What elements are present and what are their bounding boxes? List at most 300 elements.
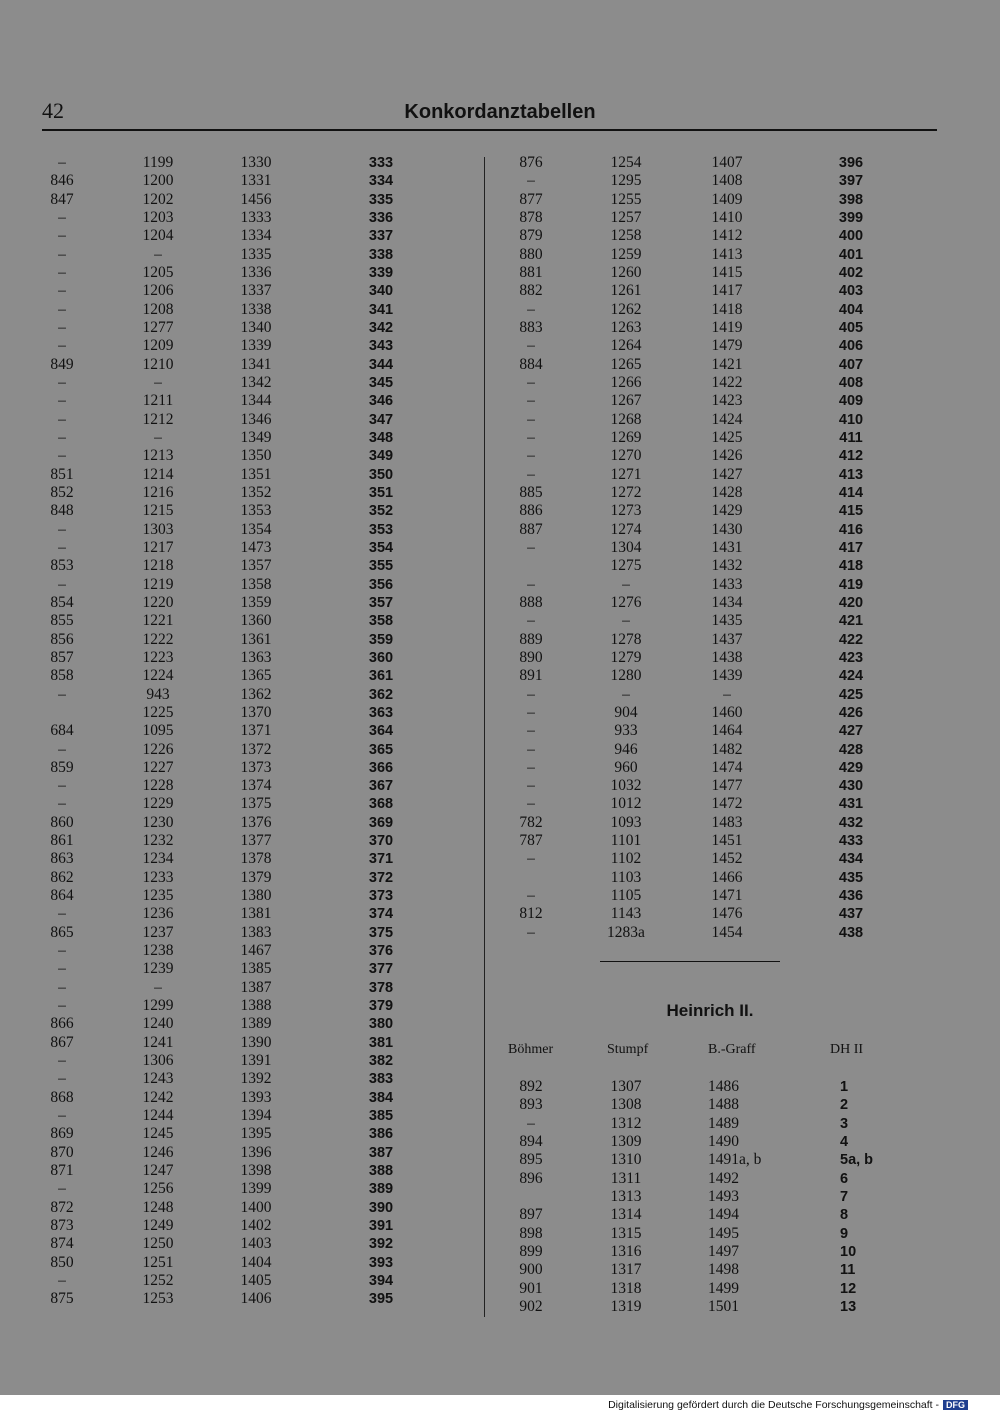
table-cell: – xyxy=(58,1052,66,1070)
table-cell: 1308 xyxy=(610,1096,642,1114)
table-cell: – xyxy=(58,392,66,410)
table-cell: 426 xyxy=(838,704,864,721)
table-cell: 378 xyxy=(368,979,394,996)
table-cell: 1360 xyxy=(240,612,272,630)
table-cell: 904 xyxy=(614,703,638,721)
table-cell: – xyxy=(58,905,66,923)
table-cell: 1232 xyxy=(142,832,174,850)
table-cell: 357 xyxy=(368,594,394,611)
table-cell: – xyxy=(527,887,535,905)
table-cell: 851 xyxy=(50,465,74,483)
table-cell: 391 xyxy=(368,1218,394,1235)
table-cell: 1471 xyxy=(711,887,743,905)
table-cell: 372 xyxy=(368,869,394,886)
table-cell: 1260 xyxy=(610,263,642,281)
table-cell: 1279 xyxy=(610,648,642,666)
table-cell: 1032 xyxy=(610,777,642,795)
table-cell: 901 xyxy=(519,1279,543,1297)
table-cell: – xyxy=(527,740,535,758)
table-cell: 1489 xyxy=(708,1114,739,1132)
table-cell: – xyxy=(527,923,535,941)
table-cell: 892 xyxy=(519,1078,543,1095)
section-col-3 xyxy=(708,1078,788,1316)
table-cell: 1333 xyxy=(240,208,272,226)
table-cell: – xyxy=(58,373,66,391)
table-cell: 425 xyxy=(838,686,864,703)
table-cell: 1417 xyxy=(711,282,743,300)
table-cell: – xyxy=(527,850,535,868)
table-cell: – xyxy=(58,227,66,245)
table-cell: 782 xyxy=(519,813,543,831)
table-cell: 1412 xyxy=(711,227,743,245)
table-cell: – xyxy=(527,465,535,483)
table-cell: – xyxy=(622,685,630,703)
table-cell: 417 xyxy=(838,539,864,556)
table-cell: 875 xyxy=(50,1290,74,1308)
table-cell: 1093 xyxy=(610,813,642,831)
table-cell: 1318 xyxy=(610,1279,642,1297)
table-cell: 423 xyxy=(838,649,864,666)
table-cell: 1241 xyxy=(142,1033,174,1051)
table-cell: – xyxy=(527,758,535,776)
table-cell: 1221 xyxy=(142,612,174,630)
table-cell: 398 xyxy=(838,191,864,208)
table-cell: 344 xyxy=(368,356,394,373)
table-cell: 353 xyxy=(368,521,394,538)
table-cell: 1424 xyxy=(711,410,743,428)
table-cell: 1399 xyxy=(240,1180,272,1198)
table-cell: 884 xyxy=(519,355,543,373)
table-cell: 431 xyxy=(838,796,864,813)
table-cell: 1398 xyxy=(240,1162,272,1180)
table-cell: – xyxy=(622,612,630,630)
table-cell: 1312 xyxy=(610,1114,642,1132)
table-cell: 877 xyxy=(519,190,543,208)
table-cell: 899 xyxy=(519,1242,543,1260)
table-cell: 395 xyxy=(368,1291,394,1308)
table-cell: 1473 xyxy=(240,538,272,556)
table-cell: 406 xyxy=(838,338,864,355)
table-cell: 1385 xyxy=(240,960,272,978)
table-cell: 1381 xyxy=(240,905,272,923)
table-cell: 946 xyxy=(614,740,638,758)
table-cell: 1353 xyxy=(240,502,272,520)
table-cell: – xyxy=(527,392,535,410)
table-cell: 1437 xyxy=(711,630,743,648)
table-cell: 1357 xyxy=(240,557,272,575)
table-cell: 1339 xyxy=(240,337,272,355)
table-cell: 1237 xyxy=(142,923,174,941)
table-cell: – xyxy=(58,447,66,465)
table-cell: 1492 xyxy=(708,1169,739,1187)
table-cell: 849 xyxy=(50,355,74,373)
table-cell: 7 xyxy=(840,1188,849,1205)
table-cell: 1435 xyxy=(711,612,743,630)
table-cell: 1224 xyxy=(142,667,174,685)
table-cell: 1425 xyxy=(711,428,743,446)
table-cell: 374 xyxy=(368,906,394,923)
table-cell: 359 xyxy=(368,631,394,648)
table-cell: 381 xyxy=(368,1034,394,1051)
table-cell: 432 xyxy=(838,814,864,831)
table-cell: 438 xyxy=(838,924,864,941)
table-cell: 1253 xyxy=(142,1290,174,1308)
table-cell: 388 xyxy=(368,1163,394,1180)
table-cell: 846 xyxy=(50,172,74,190)
table-cell: 1501 xyxy=(708,1297,739,1315)
table-cell: 1456 xyxy=(240,190,272,208)
table-cell: 1370 xyxy=(240,703,272,721)
table-cell: 1415 xyxy=(711,263,743,281)
table-cell: 1336 xyxy=(240,263,272,281)
table-cell: 1259 xyxy=(610,245,642,263)
footer xyxy=(608,1399,968,1411)
table-cell: 1246 xyxy=(142,1143,174,1161)
table-cell: 414 xyxy=(838,484,864,501)
table-cell: 1352 xyxy=(240,483,272,501)
table-cell: 1256 xyxy=(142,1180,174,1198)
table-cell: 1405 xyxy=(240,1272,272,1290)
table-cell: 1223 xyxy=(142,648,174,666)
table-cell: – xyxy=(527,685,535,703)
table-cell: 1493 xyxy=(708,1187,739,1205)
section-col-2 xyxy=(600,1078,652,1316)
table-cell: 902 xyxy=(519,1297,543,1315)
table-cell: 887 xyxy=(519,520,543,538)
table-cell xyxy=(42,704,82,722)
table-cell: 1409 xyxy=(711,190,743,208)
table-cell: 1263 xyxy=(610,318,642,336)
table-cell: 1404 xyxy=(240,1253,272,1271)
table-cell: 380 xyxy=(368,1016,394,1033)
table-cell: 5a, b xyxy=(840,1152,874,1169)
table-cell: 12 xyxy=(840,1280,857,1297)
table-cell: 1012 xyxy=(610,795,642,813)
table-cell: 1143 xyxy=(610,905,642,923)
table-cell: 1299 xyxy=(142,997,174,1015)
table-cell: 1350 xyxy=(240,447,272,465)
table-cell: 386 xyxy=(368,1126,394,1143)
table-cell: 1488 xyxy=(708,1096,739,1114)
right-col-1 xyxy=(510,154,552,942)
table-cell: 1337 xyxy=(240,282,272,300)
table-cell: – xyxy=(58,1070,66,1088)
table-cell: 1341 xyxy=(240,355,272,373)
table-cell: 1361 xyxy=(240,630,272,648)
table-cell: 348 xyxy=(368,429,394,446)
table-cell xyxy=(510,869,552,887)
table-cell: 1203 xyxy=(142,208,174,226)
table-cell: 1209 xyxy=(142,337,174,355)
table-cell: 1265 xyxy=(610,355,642,373)
table-cell: 1316 xyxy=(610,1242,642,1260)
table-cell: 333 xyxy=(368,155,394,171)
table-cell: 1390 xyxy=(240,1033,272,1051)
table-cell: 1254 xyxy=(610,154,642,171)
table-cell: 1476 xyxy=(711,905,743,923)
table-cell: 1214 xyxy=(142,465,174,483)
table-cell: 334 xyxy=(368,173,394,190)
table-cell: – xyxy=(154,428,162,446)
table-cell: 1277 xyxy=(142,318,174,336)
table-cell: 1486 xyxy=(708,1078,739,1095)
table-cell: 890 xyxy=(519,648,543,666)
table-cell: 389 xyxy=(368,1181,394,1198)
table-cell: 856 xyxy=(50,630,74,648)
table-cell: 1494 xyxy=(708,1206,739,1224)
table-cell: 335 xyxy=(368,191,394,208)
table-cell: 1261 xyxy=(610,282,642,300)
table-cell: 424 xyxy=(838,668,864,685)
table-cell: 1248 xyxy=(142,1198,174,1216)
table-cell: 354 xyxy=(368,539,394,556)
table-cell: 888 xyxy=(519,593,543,611)
left-col-2 xyxy=(134,154,182,1309)
table-cell: 1267 xyxy=(610,392,642,410)
table-cell: 347 xyxy=(368,411,394,428)
table-cell: 393 xyxy=(368,1254,394,1271)
table-cell: 855 xyxy=(50,612,74,630)
page-number: 42 xyxy=(42,98,64,123)
table-cell: 1219 xyxy=(142,575,174,593)
table-cell: 1247 xyxy=(142,1162,174,1180)
left-col-1 xyxy=(42,154,82,1309)
table-cell: 1235 xyxy=(142,887,174,905)
table-cell: 422 xyxy=(838,631,864,648)
table-cell: 1422 xyxy=(711,373,743,391)
table-cell: 850 xyxy=(50,1253,74,1271)
table-cell: 356 xyxy=(368,576,394,593)
table-cell: 1374 xyxy=(240,777,272,795)
table-cell: 387 xyxy=(368,1144,394,1161)
table-cell: 352 xyxy=(368,503,394,520)
table-cell: 1266 xyxy=(610,373,642,391)
table-cell: 8 xyxy=(840,1207,849,1224)
table-cell: 342 xyxy=(368,319,394,336)
table-cell: 397 xyxy=(838,173,864,190)
table-cell: – xyxy=(58,337,66,355)
table-cell: 350 xyxy=(368,466,394,483)
section-title: Heinrich II. xyxy=(666,1001,754,1020)
table-cell: 399 xyxy=(838,209,864,226)
table-cell: 1205 xyxy=(142,263,174,281)
table-cell: 1236 xyxy=(142,905,174,923)
header-dh-ii: DH II xyxy=(830,1042,864,1057)
table-cell: 867 xyxy=(50,1033,74,1051)
table-cell: – xyxy=(58,795,66,813)
table-cell: – xyxy=(58,208,66,226)
table-cell: 1208 xyxy=(142,300,174,318)
table-cell: 410 xyxy=(838,411,864,428)
table-cell: – xyxy=(58,282,66,300)
table-cell: 1467 xyxy=(240,942,272,960)
table-cell: 377 xyxy=(368,961,394,978)
table-cell: 1303 xyxy=(142,520,174,538)
table-cell: 365 xyxy=(368,741,394,758)
table-cell: – xyxy=(527,795,535,813)
table-cell: 897 xyxy=(519,1206,543,1224)
table-cell: 871 xyxy=(50,1162,74,1180)
table-cell: 1220 xyxy=(142,593,174,611)
table-cell: – xyxy=(58,685,66,703)
table-cell: 1388 xyxy=(240,997,272,1015)
table-cell: 893 xyxy=(519,1096,543,1114)
table-cell: 1276 xyxy=(610,593,642,611)
table-cell: 1434 xyxy=(711,593,743,611)
table-cell: 363 xyxy=(368,704,394,721)
table-cell: 1378 xyxy=(240,850,272,868)
table-cell: 881 xyxy=(519,263,543,281)
table-cell: 1251 xyxy=(142,1253,174,1271)
table-cell: 403 xyxy=(838,283,864,300)
table-cell: 428 xyxy=(838,741,864,758)
table-cell: 943 xyxy=(146,685,170,703)
table-cell: 1315 xyxy=(610,1224,642,1242)
table-cell: 1408 xyxy=(711,172,743,190)
table-cell: 1371 xyxy=(240,722,272,740)
table-cell: 1233 xyxy=(142,868,174,886)
table-cell: 864 xyxy=(50,887,74,905)
table-cell: 385 xyxy=(368,1108,394,1125)
table-cell: 1454 xyxy=(711,923,743,941)
table-cell: 1268 xyxy=(610,410,642,428)
table-cell: 437 xyxy=(838,906,864,923)
table-cell: 876 xyxy=(519,154,543,171)
table-cell: 1095 xyxy=(142,722,174,740)
dfg-logo: DFG xyxy=(943,1400,968,1410)
table-cell: 868 xyxy=(50,1088,74,1106)
table-cell: 1275 xyxy=(610,557,642,575)
table-cell: 1204 xyxy=(142,227,174,245)
table-cell: 1226 xyxy=(142,740,174,758)
table-cell: 1213 xyxy=(142,447,174,465)
table-cell: 384 xyxy=(368,1089,394,1106)
table-cell: 900 xyxy=(519,1261,543,1279)
table-cell: 404 xyxy=(838,301,864,318)
table-cell: 1211 xyxy=(142,392,174,410)
header-b-graff: B.-Graff xyxy=(708,1042,756,1057)
table-cell: 1 xyxy=(840,1079,849,1095)
table-cell: 1103 xyxy=(610,868,642,886)
table-cell: 1274 xyxy=(610,520,642,538)
table-cell: – xyxy=(58,538,66,556)
table-cell: 879 xyxy=(519,227,543,245)
table-cell: 1490 xyxy=(708,1132,739,1150)
table-cell: 861 xyxy=(50,832,74,850)
table-cell: 874 xyxy=(50,1235,74,1253)
table-cell: 1427 xyxy=(711,465,743,483)
table-cell: 392 xyxy=(368,1236,394,1253)
table-cell: 355 xyxy=(368,558,394,575)
table-cell: 1255 xyxy=(610,190,642,208)
table-cell: 1272 xyxy=(610,483,642,501)
table-cell: 1362 xyxy=(240,685,272,703)
table-cell: 1304 xyxy=(610,538,642,556)
table-cell: 416 xyxy=(838,521,864,538)
table-cell: 2 xyxy=(840,1097,849,1114)
table-cell: 1280 xyxy=(610,667,642,685)
table-cell: 898 xyxy=(519,1224,543,1242)
table-cell: 430 xyxy=(838,778,864,795)
table-cell: 1239 xyxy=(142,960,174,978)
table-cell: 869 xyxy=(50,1125,74,1143)
table-cell: 859 xyxy=(50,758,74,776)
table-cell: 1419 xyxy=(711,318,743,336)
table-cell: 341 xyxy=(368,301,394,318)
table-cell: 409 xyxy=(838,393,864,410)
table-cell: 1375 xyxy=(240,795,272,813)
table-cell: 1387 xyxy=(240,978,272,996)
table-cell: 1238 xyxy=(142,942,174,960)
table-cell: 1331 xyxy=(240,172,272,190)
table-cell: 1426 xyxy=(711,447,743,465)
table-cell: 865 xyxy=(50,923,74,941)
table-cell: 895 xyxy=(519,1151,543,1169)
table-cell: 1245 xyxy=(142,1125,174,1143)
table-cell: 1228 xyxy=(142,777,174,795)
table-cell: 1383 xyxy=(240,923,272,941)
table-cell: 1252 xyxy=(142,1272,174,1290)
table-cell: 1418 xyxy=(711,300,743,318)
table-cell: – xyxy=(58,318,66,336)
table-cell: 1451 xyxy=(711,832,743,850)
table-cell: 1499 xyxy=(708,1279,739,1297)
table-cell: 369 xyxy=(368,814,394,831)
table-cell: 415 xyxy=(838,503,864,520)
table-cell: 1249 xyxy=(142,1217,174,1235)
table-cell: 1340 xyxy=(240,318,272,336)
right-col-3 xyxy=(702,154,752,942)
table-cell: 1373 xyxy=(240,758,272,776)
table-cell: 1319 xyxy=(610,1297,642,1315)
table-cell: – xyxy=(58,740,66,758)
right-col-4 xyxy=(830,154,872,942)
table-cell: 396 xyxy=(838,155,864,171)
table-cell: – xyxy=(58,263,66,281)
table-cell: 885 xyxy=(519,483,543,501)
table-cell: – xyxy=(723,685,731,703)
table-cell: – xyxy=(58,1107,66,1125)
table-cell: 375 xyxy=(368,924,394,941)
left-col-3 xyxy=(232,154,280,1309)
table-cell: – xyxy=(527,428,535,446)
table-cell: 351 xyxy=(368,484,394,501)
table-cell: 1372 xyxy=(240,740,272,758)
table-cell: 1376 xyxy=(240,813,272,831)
table-cell: – xyxy=(58,575,66,593)
table-cell: 419 xyxy=(838,576,864,593)
table-cell: 1402 xyxy=(240,1217,272,1235)
table-cell: 400 xyxy=(838,228,864,245)
table-cell: 371 xyxy=(368,851,394,868)
table-cell: – xyxy=(58,410,66,428)
table-cell: 866 xyxy=(50,1015,74,1033)
table-cell: 1306 xyxy=(142,1052,174,1070)
table-cell: 1393 xyxy=(240,1088,272,1106)
header-stumpf: Stumpf xyxy=(607,1042,649,1057)
table-cell: 960 xyxy=(614,758,638,776)
table-cell: 1269 xyxy=(610,428,642,446)
table-cell: 1283a xyxy=(607,923,645,941)
table-cell: 1410 xyxy=(711,208,743,226)
table-cell: 1477 xyxy=(711,777,743,795)
table-cell: 401 xyxy=(838,246,864,263)
table-cell: 382 xyxy=(368,1053,394,1070)
table-cell: 349 xyxy=(368,448,394,465)
table-cell: 860 xyxy=(50,813,74,831)
table-cell: 1491a, b xyxy=(708,1151,762,1169)
table-cell: 345 xyxy=(368,374,394,391)
